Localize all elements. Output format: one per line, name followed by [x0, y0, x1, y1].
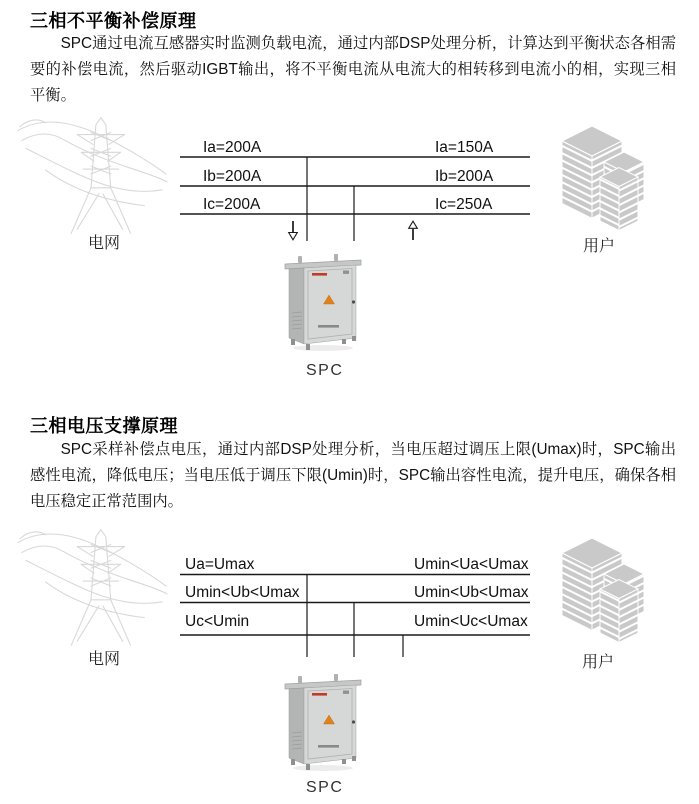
section1-paragraph: SPC通过电流互感器实时监测负载电流，通过内部DSP处理分析，计算达到平衡状态各相需要的补偿电流，然后驱动IGBT输出，将不平衡电流从电流大的相转移到电流小的相，实现三相平衡。 [30, 35, 676, 104]
city-buildings-icon [548, 528, 662, 648]
user-label: 用户 [582, 654, 615, 671]
phase-b-grid-voltage-label: Umin<Ub<Umax [185, 584, 300, 601]
section2-heading: 三相电压支撑原理 [30, 416, 178, 436]
transmission-tower-icon [12, 114, 170, 238]
phase-a-user-current-label: Ia=150A [435, 139, 494, 156]
phase-b-user-voltage-label: Umin<Ub<Umax [414, 584, 529, 601]
phase-c-grid-voltage-label: Uc<Umin [185, 613, 250, 630]
grid-label: 电网 [88, 235, 121, 252]
phase-c-user-voltage-label: Umin<Uc<Umax [414, 613, 528, 630]
phase-c-grid-current-label: Ic=200A [203, 196, 261, 213]
hollow-down-arrow-icon [289, 221, 298, 240]
spc-cabinet-photo [284, 671, 362, 773]
hollow-up-arrow-icon [409, 221, 418, 240]
user-label: 用户 [583, 238, 616, 255]
city-buildings-icon [548, 116, 662, 236]
section2-paragraph: SPC采样补偿点电压，通过内部DSP处理分析，当电压超过调压上限(Umax)时，SPC输出感性电流，降低电压；当电压低于调压下限(Umin)时，SPC输出容性电流，提升电压，确保各相电压稳定正常范围内。 [30, 441, 676, 510]
section1-heading: 三相不平衡补偿原理 [30, 11, 197, 31]
phase-a-grid-current-label: Ia=200A [203, 139, 262, 156]
phase-b-user-current-label: Ib=200A [435, 168, 494, 185]
transmission-tower-icon [12, 526, 170, 650]
phase-c-user-current-label: Ic=250A [435, 196, 493, 213]
spc-device-label: SPC [306, 362, 344, 379]
spc-cabinet-photo [284, 251, 362, 353]
phase-a-user-voltage-label: Umin<Ua<Umax [414, 556, 529, 573]
phase-b-grid-current-label: Ib=200A [203, 168, 262, 185]
grid-label: 电网 [88, 651, 121, 668]
phase-a-grid-voltage-label: Ua=Umax [185, 556, 255, 573]
spc-device-label: SPC [306, 779, 344, 796]
